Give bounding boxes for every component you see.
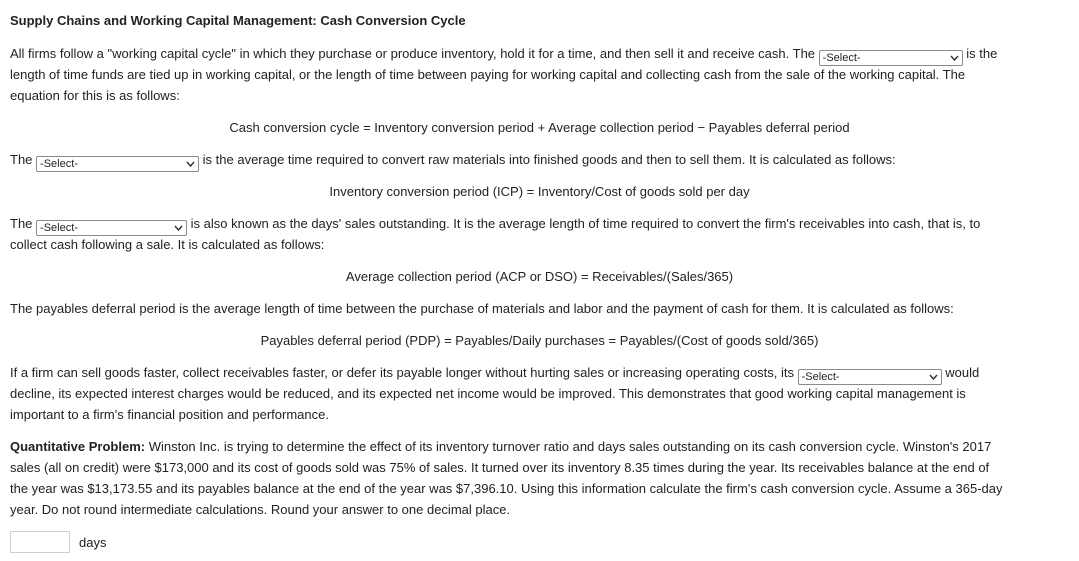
icp-text-before: The (10, 152, 33, 167)
intro-line-1 (10, 46, 997, 66)
acp-text-before: The (10, 216, 33, 231)
ccc-select-value: -Select- (822, 52, 861, 64)
intro-line-2: length of time funds are tied up in working capital, or the length of time between paying for working capital and collecting cash from the sale of the working capital. The (10, 67, 966, 82)
problem-line-4: year. Do not round intermediate calculations. Round your answer to one decimal place. (10, 502, 511, 517)
chevron-down-icon (186, 160, 195, 168)
acp-line-2: collect cash following a sale. It is calculated as follows: (10, 237, 325, 252)
intro-text: All firms follow a "working capital cycle" in which they purchase or produce inventory, hold it for a time, and then sell it and receive cash. The (10, 46, 816, 61)
outcome-select[interactable] (798, 369, 942, 385)
problem-line-1 (10, 439, 991, 455)
answer-unit: days (79, 535, 107, 550)
problem-label: Quantitative Problem: (10, 439, 146, 454)
icp-select[interactable] (36, 156, 199, 172)
icp-formula: Inventory conversion period (ICP) = Inventory/Cost of goods sold per day (329, 184, 750, 199)
ccc-select[interactable] (819, 50, 963, 66)
acp-select[interactable] (36, 220, 187, 236)
icp-select-value: -Select- (40, 158, 78, 170)
acp-text-after: is also known as the days' sales outstanding. It is the average length of time required to convert the firm's receivables into cash, that is, to (190, 216, 981, 231)
page-title: Supply Chains and Working Capital Management: Cash Conversion Cycle (10, 13, 466, 28)
faster-line-3: important to a firm's financial position and performance. (10, 407, 329, 422)
ccc-equation: Cash conversion cycle = Inventory conversion period + Average collection period − Payables deferral period (229, 120, 850, 135)
intro-line-3: equation for this is as follows: (10, 88, 180, 103)
chevron-down-icon (174, 224, 183, 232)
acp-line-1 (10, 216, 980, 236)
faster-line-1 (10, 365, 979, 385)
faster-line-2: decline, its expected interest charges would be reduced, and its expected net income would be improved. This demonstrates that good working capital management is (10, 386, 966, 401)
faster-text-after: would (945, 365, 980, 380)
answer-input[interactable] (10, 531, 70, 553)
outcome-select-value: -Select- (801, 371, 840, 383)
pdp-text: The payables deferral period is the average length of time between the purchase of materials and labor and the payment of cash for them. It is calculated as follows: (10, 301, 954, 316)
intro-text-after: is the (966, 46, 998, 61)
faster-text-before: If a firm can sell goods faster, collect receivables faster, or defer its payable longer without hurting sales or increasing operating costs, its (10, 365, 795, 380)
acp-select-value: -Select- (40, 222, 78, 234)
chevron-down-icon (950, 54, 959, 62)
pdp-formula: Payables deferral period (PDP) = Payables/Daily purchases = Payables/(Cost of goods sold/365) (260, 333, 819, 348)
problem-line-2: sales (all on credit) were $173,000 and its cost of goods sold was 75% of sales. It turned over its inventory 8.35 times during the year. Its receivables balance at the end of (10, 460, 990, 475)
acp-formula: Average collection period (ACP or DSO) = Receivables/(Sales/365) (345, 269, 734, 284)
chevron-down-icon (929, 373, 938, 381)
icp-line (10, 152, 896, 172)
problem-text-1: Winston Inc. is trying to determine the effect of its inventory turnover ratio and days sales outstanding on its cash conversion cycle. Winston's 2017 (148, 439, 992, 454)
icp-text-after: is the average time required to convert raw materials into finished goods and then to sell them. It is calculated as follows: (202, 152, 896, 167)
problem-line-3: the year was $13,173.55 and its payables balance at the end of the year was $7,396.10. Using this information calculate the firm's cash conversion cycle. Assume a 365-day (10, 481, 1003, 496)
